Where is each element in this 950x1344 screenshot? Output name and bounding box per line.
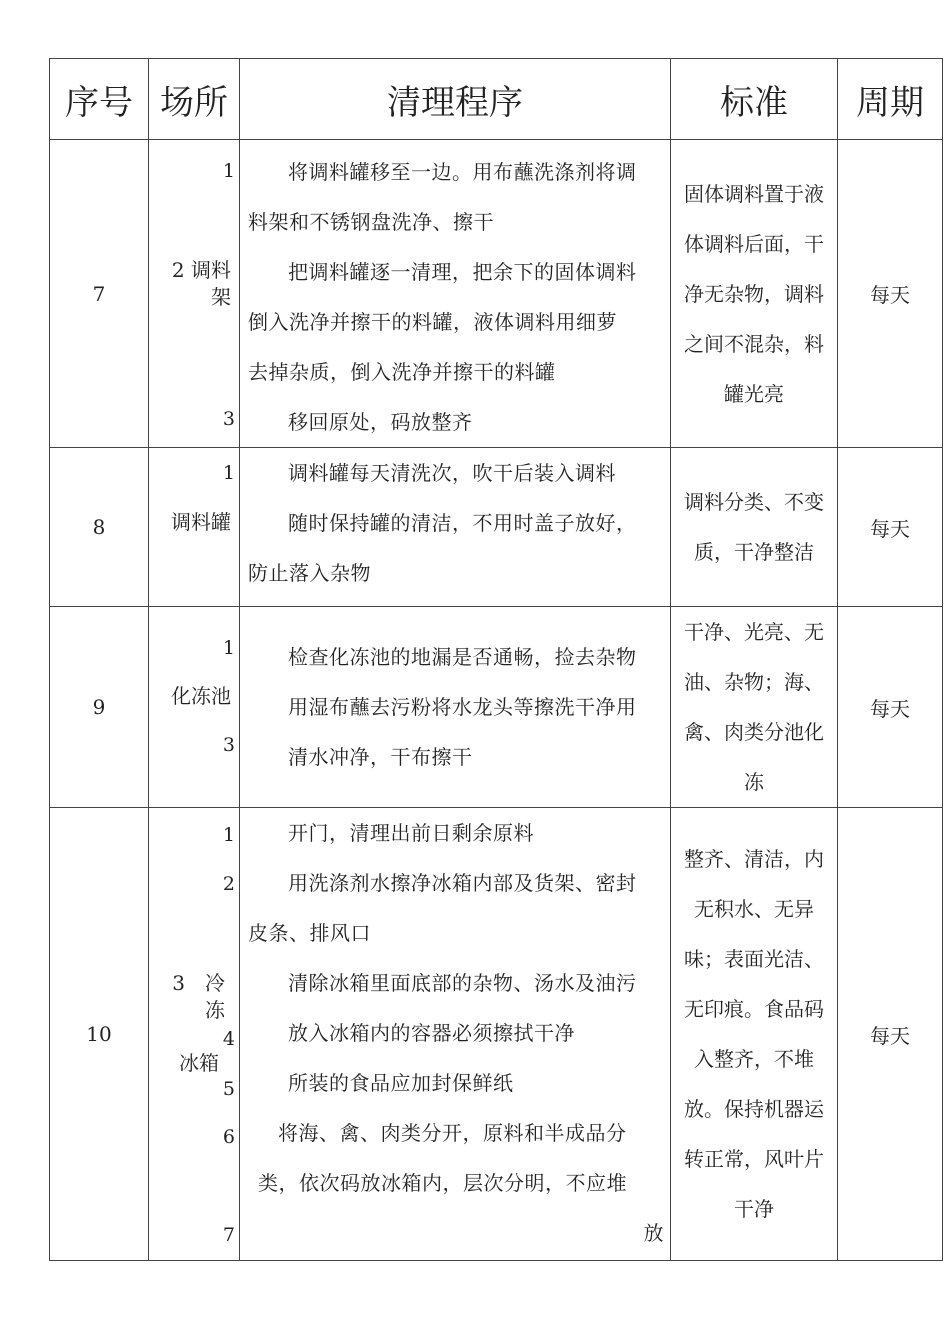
- procedure-line: 用洗涤剂水擦净冰箱内部及货架、密封: [288, 871, 637, 895]
- place-cell: [149, 140, 240, 448]
- procedure-line: 所装的食品应加封保鲜纸: [288, 1071, 514, 1095]
- step-number: 1: [222, 159, 235, 182]
- procedure-line: 放: [643, 1221, 664, 1245]
- procedure-cell: [240, 448, 671, 607]
- header-cycle: 周期: [838, 59, 943, 140]
- cycle-cell: 每天: [838, 607, 943, 808]
- procedure-line: 调料罐每天清洗次，吹干后装入调料: [288, 461, 616, 485]
- procedure-line: 料架和不锈钢盘洗净、擦干: [248, 210, 494, 234]
- table-row: [50, 607, 943, 808]
- table-row: [50, 140, 943, 448]
- cycle-cell: 每天: [838, 140, 943, 448]
- standard-cell: 干净、光亮、无 油、杂物；海、 禽、肉类分池化 冻: [671, 607, 838, 808]
- procedure-line: 将调料罐移至一边。用布蘸洗涤剂将调: [288, 160, 637, 184]
- header-place: 场所: [149, 59, 240, 140]
- place-cell: [149, 448, 240, 607]
- place-cell: [149, 808, 240, 1261]
- step-number: 2: [222, 872, 235, 895]
- step-number: 7: [222, 1223, 235, 1246]
- procedure-line: 开门，清理出前日剩余原料: [288, 821, 534, 845]
- table-header-row: [50, 59, 943, 140]
- procedure-line: 倒入洗净并擦干的料罐，液体调料用细萝: [248, 310, 617, 334]
- step-number: 4: [222, 1027, 235, 1050]
- procedure-cell: [240, 140, 671, 448]
- table-row: [50, 808, 943, 1261]
- cycle-cell: 每天: [838, 808, 943, 1261]
- procedure-line: 清除冰箱里面底部的杂物、汤水及油污: [288, 971, 637, 995]
- standard-cell: 调料分类、不变 质，干净整洁: [671, 448, 838, 607]
- row-number: 10: [50, 808, 149, 1261]
- procedure-line: 移回原处，码放整齐: [288, 410, 473, 434]
- procedure-line: 去掉杂质，倒入洗净并擦干的料罐: [248, 360, 556, 384]
- cleaning-procedure-table: [49, 58, 943, 1261]
- step-number: 6: [222, 1125, 235, 1148]
- place-label: 2 调料 架: [171, 257, 231, 309]
- header-procedure: 清理程序: [240, 59, 671, 140]
- table-row: [50, 448, 943, 607]
- step-number: 1: [222, 637, 235, 659]
- standard-cell: 整齐、清洁，内 无积水、无异 味；表面光洁、 无印痕。食品码 入整齐，不堆 放。保持机器运 转正常，风叶片 干净: [671, 808, 838, 1261]
- procedure-cell: [240, 607, 671, 808]
- row-number: 7: [50, 140, 149, 448]
- cycle-cell: 每天: [838, 448, 943, 607]
- procedure-line: 检查化冻池的地漏是否通畅，捡去杂物: [288, 645, 637, 669]
- procedure-line: 清水冲净，干布擦干: [288, 745, 473, 769]
- step-number: 3: [222, 407, 235, 430]
- procedure-line: 把调料罐逐一清理，把余下的固体调料: [288, 260, 637, 284]
- place-label: 冰箱: [179, 1050, 219, 1075]
- header-standard: 标准: [671, 59, 838, 140]
- standard-cell: 固体调料置于液 体调料后面，干 净无杂物，调料 之间不混杂，料 罐光亮: [671, 140, 838, 448]
- procedure-line: 随时保持罐的清洁，不用时盖子放好，: [288, 511, 637, 535]
- row-number: 9: [50, 607, 149, 808]
- procedure-line: 防止落入杂物: [248, 561, 371, 585]
- step-number: 3: [222, 734, 235, 756]
- place-label: 调料罐: [171, 509, 231, 534]
- step-number: 5: [222, 1077, 235, 1100]
- row-number: 8: [50, 448, 149, 607]
- procedure-line: 用湿布蘸去污粉将水龙头等擦洗干净用: [288, 695, 637, 719]
- step-number: 1: [222, 823, 235, 846]
- step-number: 1: [222, 461, 235, 484]
- procedure-line: 类，依次码放冰箱内，层次分明，不应堆: [258, 1171, 627, 1195]
- place-label: 3 冷 冻: [172, 970, 225, 1022]
- header-no: 序号: [50, 59, 149, 140]
- procedure-line: 皮条、排风口: [248, 921, 371, 945]
- place-label: 化冻池: [171, 684, 231, 708]
- procedure-line: 将海、禽、肉类分开，原料和半成品分: [278, 1121, 627, 1145]
- place-cell: [149, 607, 240, 808]
- procedure-cell: [240, 808, 671, 1261]
- procedure-line: 放入冰箱内的容器必须擦拭干净: [288, 1021, 575, 1045]
